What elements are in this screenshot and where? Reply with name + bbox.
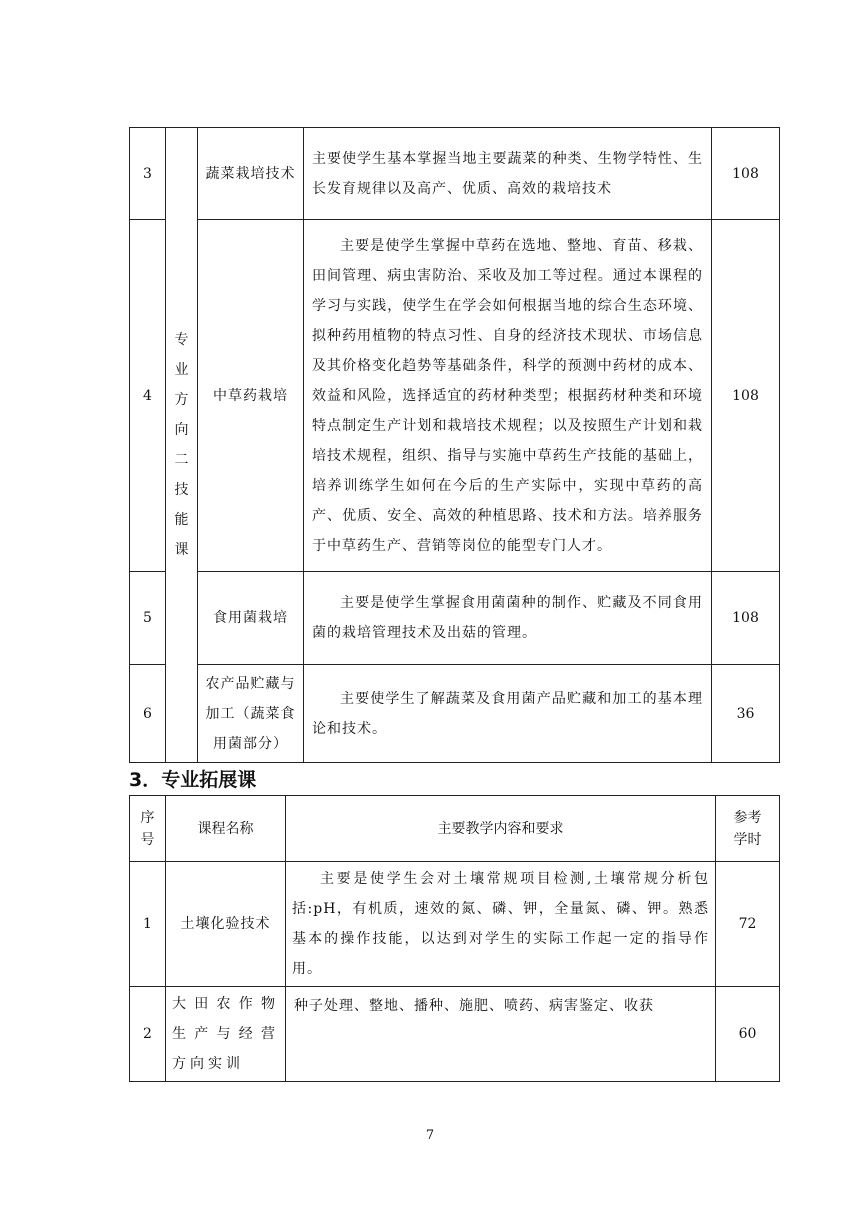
row-number: 3	[130, 128, 166, 220]
course-hours: 36	[712, 665, 780, 763]
table-row	[130, 128, 780, 220]
course-name: 大田农作物生产与经营方向实训	[166, 987, 286, 1082]
course-description: 主要使学生基本掌握当地主要蔬菜的种类、生物学特性、生长发育规律以及高产、优质、高效的栽培技术	[304, 128, 712, 220]
category-char: 二	[174, 452, 189, 468]
row-number: 6	[130, 665, 166, 763]
course-hours: 108	[712, 220, 780, 572]
course-hours: 108	[712, 572, 780, 665]
course-hours: 108	[712, 128, 780, 220]
row-number: 5	[130, 572, 166, 665]
course-name: 蔬菜栽培技术	[198, 128, 304, 220]
header-course-name: 课程名称	[166, 796, 286, 862]
row-number: 1	[130, 862, 166, 987]
category-char: 方	[174, 392, 189, 408]
course-name: 土壤化验技术	[166, 862, 286, 987]
category-char: 课	[174, 542, 189, 558]
course-table-extension	[129, 795, 780, 1082]
section-heading: 3．专业拓展课	[129, 769, 257, 791]
course-name: 食用菌栽培	[198, 572, 304, 665]
category-cell	[166, 128, 198, 763]
course-name: 农产品贮藏与加工（蔬菜食用菌部分）	[198, 665, 304, 763]
header-number: 序号	[130, 796, 166, 862]
course-description: 主要是使学生会对土壤常规项目检测,土壤常规分析包括:pH，有机质，速效的氮、磷、钾，全量氮、磷、钾。熟悉基本的操作技能，以达到对学生的实际工作起一定的指导作用。	[286, 862, 716, 987]
header-content: 主要教学内容和要求	[286, 796, 716, 862]
course-hours: 72	[716, 862, 780, 987]
course-hours: 60	[716, 987, 780, 1082]
table-row	[130, 862, 780, 987]
course-description: 主要是使学生掌握中草药在选地、整地、育苗、移栽、田间管理、病虫害防治、采收及加工等过程。通过本课程的学习与实践，使学生在学会如何根据当地的综合生态环境、拟种药用植物的特点习性、自身的经济技术现状、市场信息及其价格变化趋势等基础条件，科学的预测中药材的成本、效益和风险，选择适宜的药材种类型；根据药材种类和环境特点制定生产计划和栽培技术规程；以及按照生产计划和栽培技术规程，组织、指导与实施中草药生产技能的基础上，培养训练学生如何在今后的生产实际中，实现中草药的高产、优质、安全、高效的种植思路、技术和方法。培养服务于中草药生产、营销等岗位的能型专门人才。	[304, 220, 712, 572]
category-char: 向	[174, 422, 189, 438]
table-row	[130, 665, 780, 763]
course-description: 主要使学生了解蔬菜及食用菌产品贮藏和加工的基本理论和技术。	[304, 665, 712, 763]
header-hours: 参考学时	[716, 796, 780, 862]
category-char: 能	[174, 512, 189, 528]
row-number: 2	[130, 987, 166, 1082]
course-table-direction-two	[129, 127, 780, 763]
page-number: 7	[425, 1128, 435, 1143]
course-name: 中草药栽培	[198, 220, 304, 572]
category-char: 业	[174, 362, 189, 378]
row-number: 4	[130, 220, 166, 572]
table-header-row	[130, 796, 780, 862]
course-description: 主要是使学生掌握食用菌菌种的制作、贮藏及不同食用菌的栽培管理技术及出菇的管理。	[304, 572, 712, 665]
table-row	[130, 572, 780, 665]
category-char: 专	[174, 332, 189, 348]
course-description: 种子处理、整地、播种、施肥、喷药、病害鉴定、收获	[286, 987, 716, 1082]
table-row	[130, 987, 780, 1082]
category-char: 技	[174, 482, 189, 498]
table-row	[130, 220, 780, 572]
